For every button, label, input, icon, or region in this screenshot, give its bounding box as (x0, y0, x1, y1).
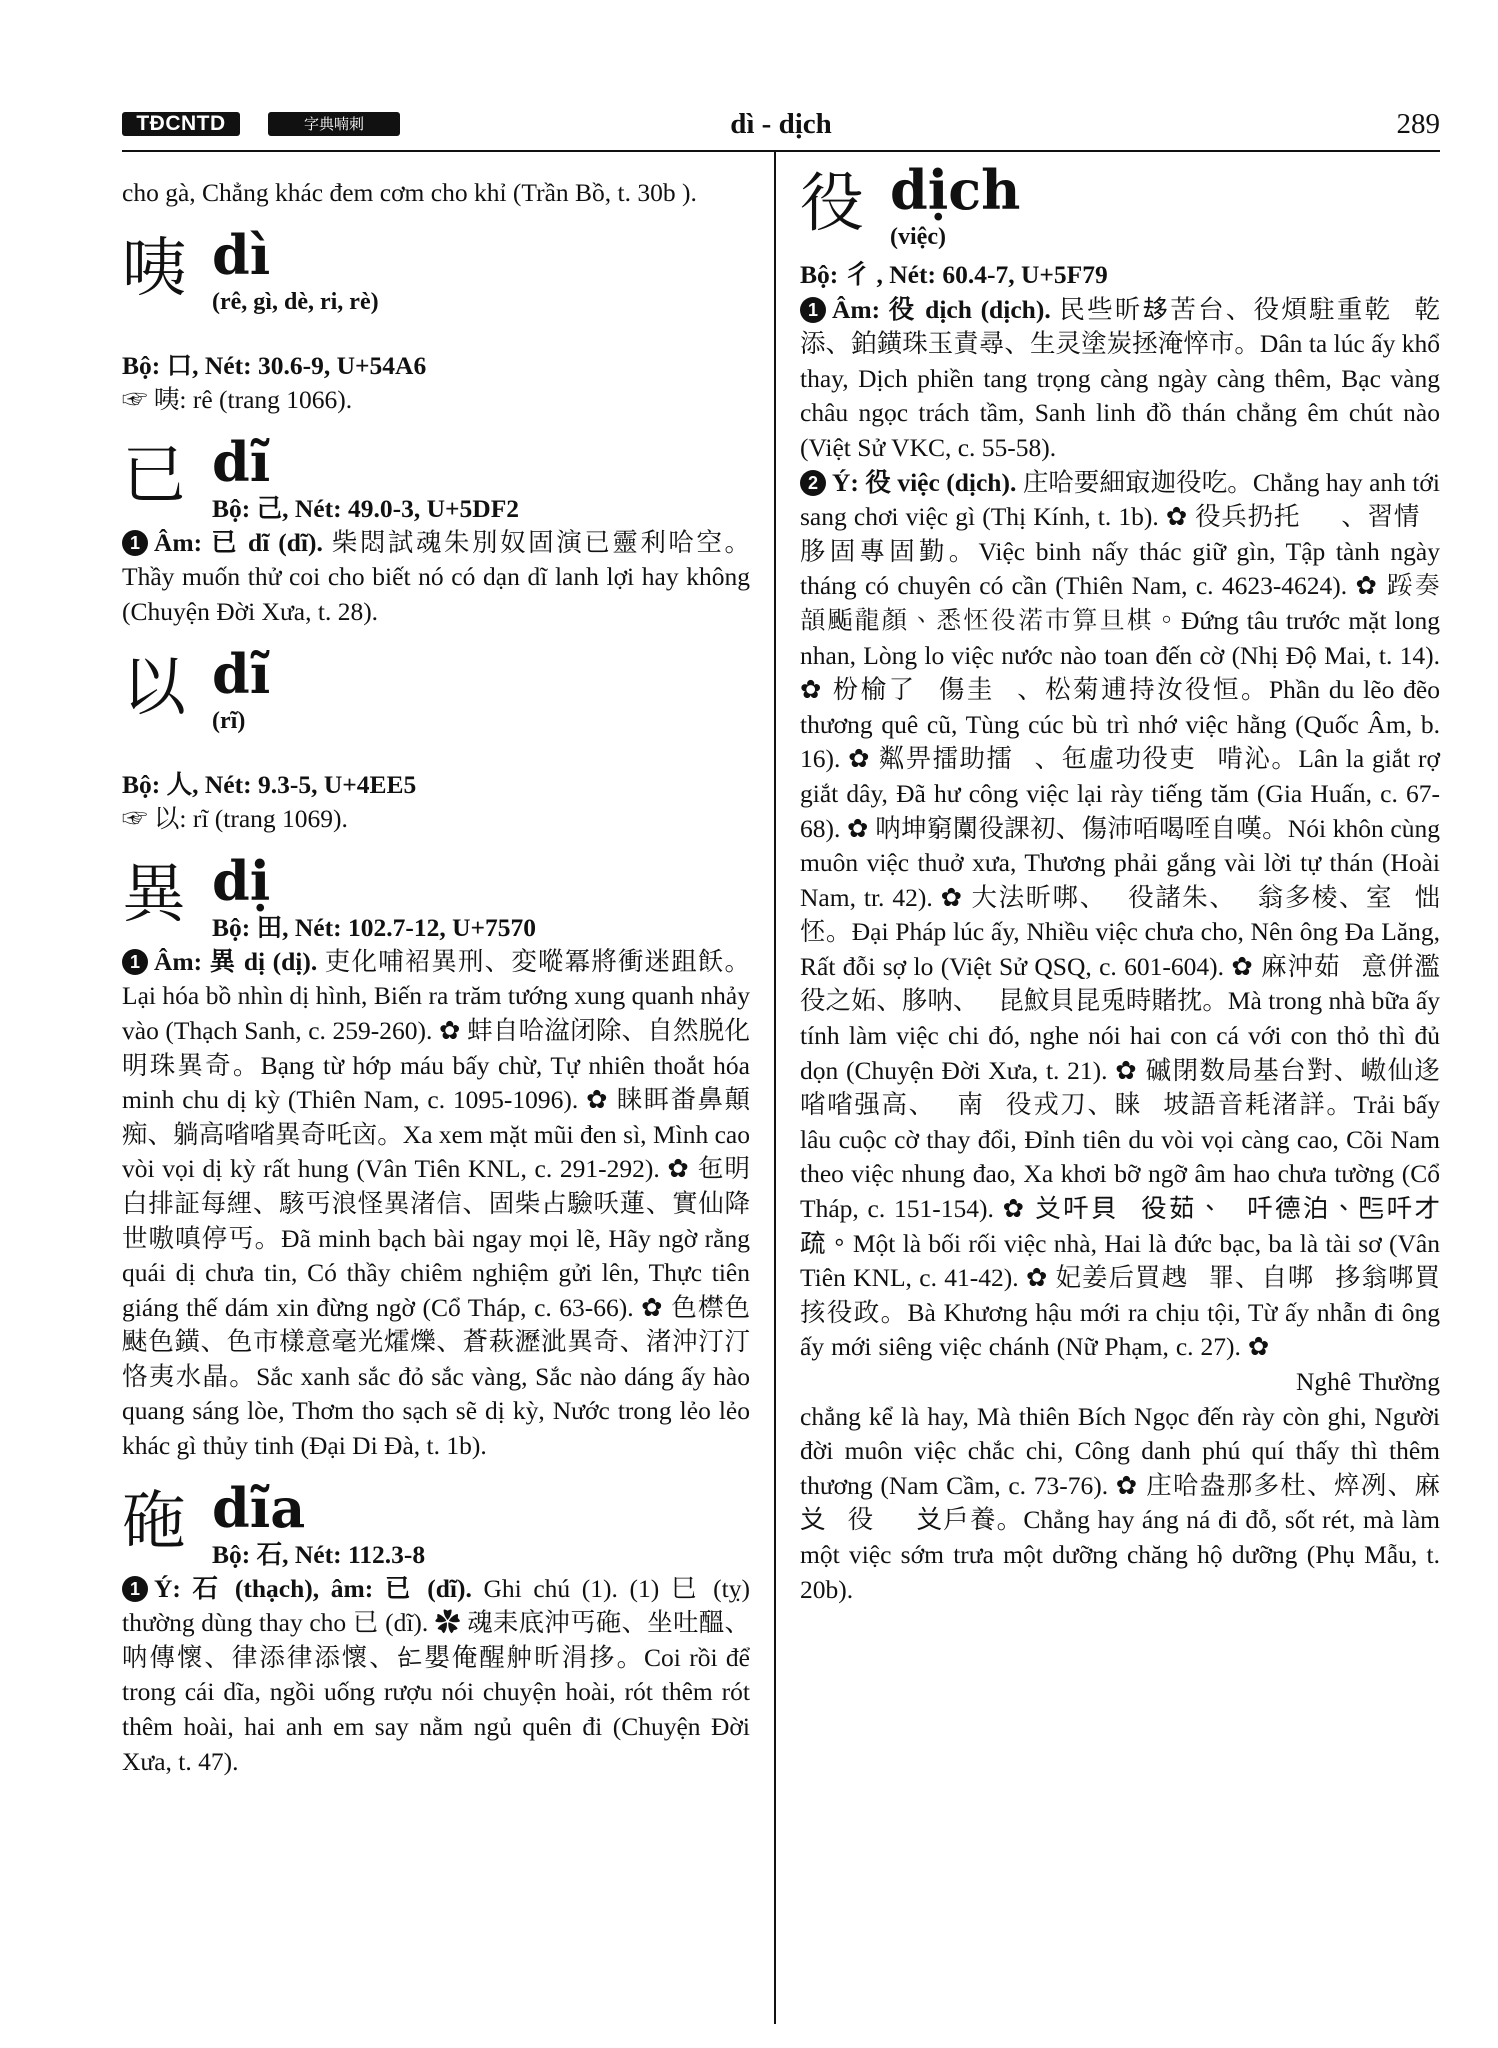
continuation-text: cho gà, Chẳng khác đem cơm cho khỉ (Trần Bồ, t. 30b ). (122, 178, 697, 207)
entry-di-4 (122, 848, 751, 1464)
entry-character: 咦 (122, 231, 186, 306)
entry-character: 役 (800, 167, 864, 241)
entry-character: 異 (122, 857, 186, 932)
sense-label: Ý: 役 việc (dịch). (832, 467, 1017, 497)
sense-text: 柴悶試魂朱別奴固演已靈利哈空。Thầy muốn thử coi cho biết nó có dạn dĩ lanh lợi hay không (Chuyện Đời Xưa, t. 28). (122, 527, 751, 626)
sense-label: Ý: 石 (thạch), âm: 已 (dĩ). (154, 1573, 472, 1603)
entry-di-3 (122, 641, 750, 837)
sense-label: Âm: 役 dịch (dịch). (832, 294, 1051, 324)
entry-di-1 (122, 222, 750, 418)
page-number: 289 (1396, 108, 1440, 140)
entry-character: 已 (122, 438, 186, 513)
entry-variants: (rĩ) (212, 707, 246, 734)
entry-variants: (việc) (890, 224, 946, 250)
series-logo: 字典喃刺 (268, 112, 400, 136)
entry-headword: dị (212, 848, 271, 913)
entry-sense (800, 466, 1440, 1608)
entry-headword: dĩa (212, 1475, 306, 1540)
entry-header (122, 848, 750, 945)
entry-dich (800, 160, 1440, 1607)
left-column (122, 176, 750, 1779)
entry-header (122, 641, 750, 768)
entry-character: 砤 (122, 1484, 186, 1559)
sense-number-icon: 1 (122, 949, 148, 975)
entry-header (122, 1475, 750, 1572)
page-header (122, 108, 1440, 152)
entry-dia (122, 1475, 750, 1780)
sense-number-icon: 2 (800, 470, 826, 496)
running-head: dì - dịch (730, 108, 832, 140)
entry-radical-info: Bộ: 田, Nét: 102.7-12, U+7570 (212, 912, 537, 942)
entry-sense (122, 526, 750, 630)
sense-number-icon: 1 (800, 297, 826, 323)
entry-radical-info: Bộ: 己, Nét: 49.0-3, U+5DF2 (212, 493, 520, 523)
entry-header (122, 429, 750, 526)
entry-header (122, 222, 750, 349)
sense-label: Âm: 已 dĩ (dĩ). (154, 527, 323, 557)
publisher-logo: TĐCNTD (122, 112, 240, 136)
header-rule (122, 150, 1440, 152)
right-column (800, 160, 1440, 1607)
entry-header (800, 160, 1440, 258)
entry-variants: (rê, gì, dè, ri, rè) (212, 288, 379, 315)
sense-text: 吏化哺袑異刑、変㗰冪將衝迷跙飫。Lại hóa bồ nhìn dị hình, Biến ra trăm tướng xung quanh nhảy vào (Thạch Sanh, c. 259-260). ✿ 蚌自哈湓闭除、自然脱化明珠異奇。Bạng từ hớp máu bấy chừ, Tự nhiên thoắt hóa minh chu dị kỳ (Thiên Nam, c. 1095-1096). ✿ 睐眲畨鼻顛痴、躺高㗂㗂異奇吒㐫。Xa xem mặt mũi đen sì, Mình cao vòi vọi dị kỳ rất hung (Vân Tiên KNL, c. 291-292). ✿ 㐌明白排証每䋥、駭丐浪怪異渚信、固柴占驗㕭蓮、實仙降世嗷嗔停丐。Đã minh bạch bài ngay mọi lẽ, Hãy ngờ rằng quái dị chưa tin, Có thầy chiêm nghiệm gửi lên, Thực tiên giáng thế dám xin đừng ngờ (Cổ Tháp, c. 63-66). ✿ 色㯲色𩗂色鐄、色市樣意毫光㸌爍、蒼萩瀝泚異奇、渚沖汀汀恪夷水晶。Sắc xanh sắc đỏ sắc vàng, Sắc nào dáng ấy hào quang sáng lòe, Thơm tho sạch sẽ dị kỳ, Nước trong lẻo lẻo khác gì thủy tinh (Đại Di Đà, t. 1b). (122, 946, 751, 1461)
entry-reference: ☞ 以: rĩ (trang 1069). (122, 804, 348, 834)
entry-headword: dịch (890, 158, 1021, 222)
entry-radical-info: Bộ: 人, Nét: 9.3-5, U+4EE5 (122, 769, 417, 799)
entry-sense (800, 293, 1440, 466)
sense-number-icon: 1 (122, 530, 148, 556)
entry-reference: ☞ 咦: rê (trang 1066). (122, 385, 353, 415)
entry-headword: dì (212, 222, 271, 287)
sense-text: Ghi chú (1). (1) 巳 (tỵ) thường dùng thay cho 已 (dĩ). ✿ 魂耒底沖丐砤、坐吐醞、呐傳懷、律添律添懷、𠄩嬰俺醒舯昕涓拸。Coi rồi để trong cái dĩa, ngồi uống rượu nói chuyện hoài, rót thêm rót thêm hoài, hai anh em say nằm ngủ quên đi (Chuyện Đời Xưa, t. 47). (122, 1573, 750, 1776)
entry-headword: dĩ (212, 641, 271, 706)
entry-headword: dĩ (212, 429, 271, 494)
column-divider (774, 152, 776, 2024)
entry-radical-info: Bộ: 口, Nét: 30.6-9, U+54A6 (122, 350, 427, 380)
entry-di-2 (122, 429, 751, 630)
sense-text: 庄哈要細㝡迦役吃。Chẳng hay anh tới sang chơi việc gì (Thị Kính, t. 1b). ✿ 役兵扔托𡨺𠿯、習情𣉹䏧固專固勤。Việc binh nấy thác giữ gìn, Tập tành ngày tháng có chuyên có cần (Thiên Nam, c. 4623-4624). ✿ 𨁡奏䫓𩗇龍顔、悉怌役渃市算旦棋。Đứng tâu trước mặt long nhan, Lòng lo việc nước nào toan đến cờ (Nhị Độ Mai, t. 14). ✿ 枌榆了𠖤傷圭𡞕、松菊逋持汝役恒。Phần du lẽo đẽo thương quê cũ, Tùng cúc bù trì nhớ việc hằng (Quốc Âm, b. 16). ✿ 粼畀擂助擂𦀊、㐌虛功役吏𡖡啃沁。Lân la giắt rợ giắt dây, Đã hư công việc lại rày tiếng tăm (Gia Huấn, c. 67-68). ✿ 呐坤窮闑役課初、傷沛咟喝咥自嘆。Nói khôn cùng muôn việc thuở xưa, Thương phải gắng vài lời tự thán (Hoài Nam, tr. 42). ✿ 大法昕𠳐、𢀭役諸朱、𪀄翁多棱、室𢚸㤕怌。Đại Pháp lúc ấy, Nhiều việc chưa cho, Nên ông Đa Lăng, Rất đỗi sợ lo (Việt Sử QSQ, c. 601-604). ✿ 麻沖茹𩛷意併濫役之妬、䏧呐、𠄩昆魰貝昆兎時賭抌。Mà trong nhà bữa ấy tính làm việc chi đó, nghe nói hai con cá với con thỏ thì đủ dọn (Chuyện Đời Xưa, t. 21). ✿ 磩閉数局基台對、㠂仙迻㗂㗂强高、𡓁南𨀒役戎刀、睐𤀓坡語音耗渚詳。Trải bấy lâu cuộc cờ thay đổi, Đỉnh tiên du vòi vọi càng cao, Cõi Nam theo việc nhung đao, Xa khơi bỡ ngỡ âm hao chưa tường (Cổ Tháp, c. 151-154). ✿ 𠬠吀貝𦀺役茹、𠄩吀德泊、𠀧吀才疏。Một là bối rối việc nhà, Hai là đức bạc, ba là tài sơ (Vân Tiên KNL, c. 41-42). ✿ 妃姜后買𧻭𠗓罪、自𠳐𢟘拸翁𠳐買㧡役政。Bà Khương hậu mới ra chịu tội, Từ ấy nhẫn đi ông ấy mới siêng việc chánh (Nữ Phạm, c. 27). ✿ 𠖤裳拯計羅哈、麻篇碧玉㬹群𥱬、𠊛𣈜闭役質之、功名富貴覔時添傷。Nghê Thường chẳng kể là hay, Mà thiên Bích Ngọc đến rày còn ghi, Người đời muôn việc chắc chi, Công danh phú quí thấy thì thêm thương (Nam Cầm, c. 73-76). ✿ 庄哈盎那多杜、焠冽、麻𠬠𣋚役𣋽𣊿𠬠戶養。Chẳng hay áng ná đi đỗ, sốt rét, mà làm một việc sớm trưa một dưỡng chăng hộ dưỡng (Phụ Mẫu, t. 20b). (800, 467, 1440, 1604)
entry-sense (122, 945, 750, 1464)
sense-label: Âm: 異 dị (dị). (154, 946, 318, 976)
entry-radical-info: Bộ: 石, Nét: 112.3-8 (212, 1539, 426, 1569)
sense-number-icon: 1 (122, 1576, 148, 1602)
entry-radical-info: Bộ: 彳 , Nét: 60.4-7, U+5F79 (800, 260, 1108, 289)
entry-sense (122, 1572, 750, 1780)
entry-character: 以 (122, 650, 186, 725)
sense-text: 民些昕𠫾苦台、役煩駐重乾𣉹乾添、鉑鐄珠玉責尋、生灵塗炭拯淹悴市。Dân ta lúc ấy khổ thay, Dịch phiền tang trọng càng ngày càng thêm, Bạc vàng châu ngọc trách tầm, Sanh linh đồ thán chẳng êm chút nào (Việt Sử VKC, c. 55-58). (800, 294, 1441, 462)
